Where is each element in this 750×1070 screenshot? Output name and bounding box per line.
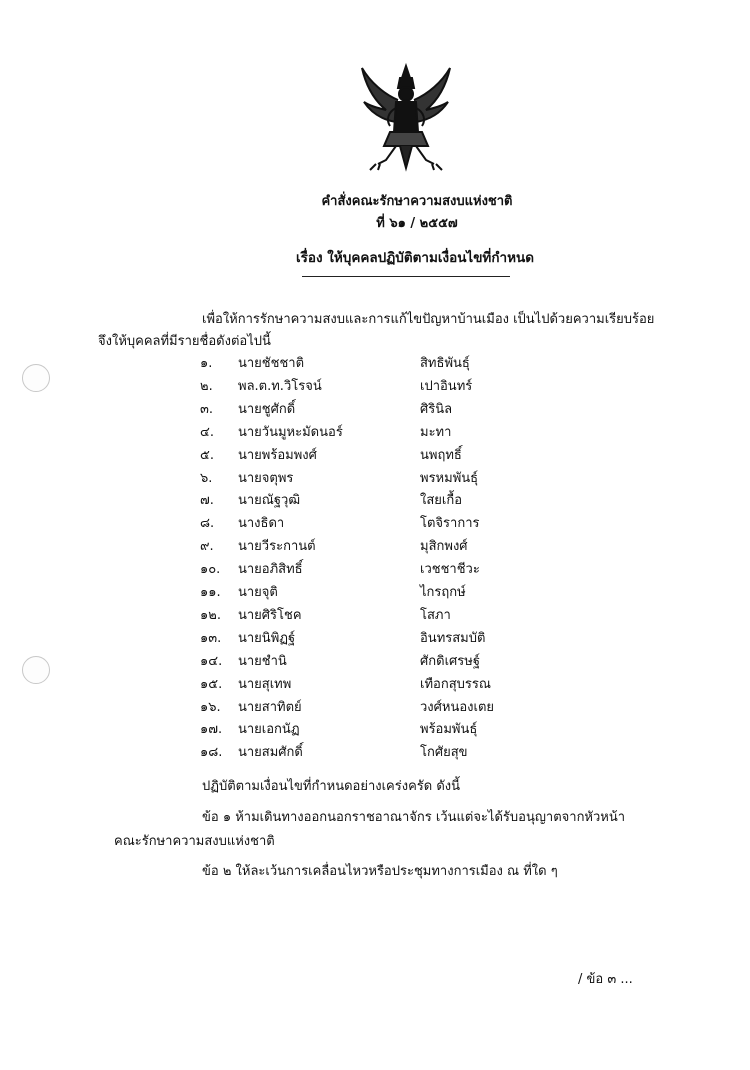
person-last-name: เปาอินทร์: [420, 378, 473, 394]
continuation-marker: / ข้อ ๓ ...: [578, 972, 633, 987]
person-first-name: นายวันมูหะมัดนอร์: [238, 424, 343, 440]
person-last-name: เวชชาชีวะ: [420, 562, 480, 578]
person-row: [0, 696, 750, 718]
person-number: ๑.: [200, 356, 213, 371]
person-row: [0, 535, 750, 557]
person-last-name: นพฤทธิ์: [420, 447, 462, 463]
person-number: ๑๐.: [200, 562, 221, 578]
order-subject: เรื่อง ให้บุคคลปฏิบัติตามเงื่อนไขที่กำหนด: [296, 250, 534, 266]
clause-1-line-1: ข้อ ๑ ห้ามเดินทางออกนอกราชอาณาจักร เว้นแต่จะได้รับอนุญาตจากหัวหน้า: [202, 810, 626, 825]
person-number: ๘.: [200, 516, 215, 532]
person-number: ๔.: [200, 424, 214, 440]
person-number: ๑๗.: [200, 722, 223, 738]
intro-line-1: เพื่อให้การรักษาความสงบและการแก้ไขปัญหาบ้านเมือง เป็นไปด้วยความเรียบร้อย: [202, 312, 655, 327]
person-last-name: ใสยเกื้อ: [420, 493, 463, 509]
person-row: [0, 558, 750, 580]
person-row: [0, 512, 750, 534]
person-first-name: นายจุติ: [238, 585, 278, 600]
person-last-name: อินทรสมบัติ: [420, 630, 486, 646]
person-last-name: ไกรฤกษ์: [420, 585, 466, 600]
person-last-name: มุสิกพงศ์: [420, 539, 468, 555]
person-number: ๑๕.: [200, 676, 223, 692]
person-row: [0, 650, 750, 672]
person-first-name: นายสุเทพ: [238, 676, 292, 692]
person-number: ๑๒.: [200, 607, 221, 623]
person-number: ๑๓.: [200, 630, 222, 646]
person-row: [0, 375, 750, 397]
person-last-name: โตจิราการ: [420, 516, 480, 532]
person-first-name: นายเอกนัฏ: [238, 722, 300, 738]
order-title: คำสั่งคณะรักษาความสงบแห่งชาติ: [321, 194, 513, 209]
person-first-name: นายชูศักดิ์: [238, 401, 296, 417]
person-number: ๙.: [200, 539, 214, 555]
person-last-name: โสภา: [420, 607, 451, 623]
person-first-name: นายสมศักดิ์: [238, 745, 303, 761]
person-number: ๒.: [200, 378, 213, 394]
person-row: [0, 627, 750, 649]
person-last-name: พรหมพันธุ์: [420, 470, 479, 486]
clause-1-line-2: คณะรักษาความสงบแห่งชาติ: [114, 834, 275, 849]
person-last-name: สิทธิพันธุ์: [420, 356, 470, 371]
title-divider: [302, 276, 510, 277]
person-first-name: นายจตุพร: [238, 470, 294, 486]
person-last-name: มะทา: [420, 424, 452, 440]
person-number: ๕.: [200, 447, 214, 463]
person-row: [0, 741, 750, 763]
person-number: ๑๘.: [200, 745, 223, 761]
person-first-name: นายนิพิฏฐ์: [238, 630, 296, 646]
person-number: ๓.: [200, 401, 214, 417]
person-number: ๖.: [200, 470, 213, 486]
person-first-name: นายชัชชาติ: [238, 356, 305, 371]
person-number: ๑๑.: [200, 585, 221, 600]
person-first-name: พล.ต.ท.วิโรจน์: [238, 378, 322, 394]
person-last-name: ศักดิเศรษฐ์: [420, 653, 480, 669]
person-last-name: ศิรินิล: [420, 401, 453, 417]
person-first-name: นายณัฐวุฒิ: [238, 493, 301, 509]
person-first-name: นายพร้อมพงศ์: [238, 447, 317, 463]
person-row: [0, 398, 750, 420]
intro-line-2: จึงให้บุคคลที่มีรายชื่อดังต่อไปนี้: [98, 334, 271, 349]
person-first-name: นายอภิสิทธิ์: [238, 562, 303, 578]
person-first-name: นายชำนิ: [238, 653, 287, 669]
person-last-name: วงศ์หนองเตย: [420, 699, 495, 715]
person-first-name: นางธิดา: [238, 516, 285, 532]
clause-2: ข้อ ๒ ให้ละเว้นการเคลื่อนไหวหรือประชุมทางการเมือง ณ ที่ใด ๆ: [202, 864, 558, 879]
person-last-name: พร้อมพันธุ์: [420, 722, 478, 738]
person-first-name: นายศิริโชค: [238, 607, 302, 623]
person-row: [0, 718, 750, 740]
person-last-name: โกศัยสุข: [420, 745, 468, 761]
person-last-name: เทือกสุบรรณ: [420, 676, 491, 692]
person-row: [0, 581, 750, 603]
person-row: [0, 467, 750, 489]
person-row: [0, 352, 750, 374]
person-row: [0, 421, 750, 443]
person-row: [0, 673, 750, 695]
person-number: ๗.: [200, 493, 214, 509]
order-number: ที่ ๖๑ / ๒๕๕๗: [376, 216, 458, 231]
person-row: [0, 489, 750, 511]
person-row: [0, 444, 750, 466]
comply-statement: ปฏิบัติตามเงื่อนไขที่กำหนดอย่างเคร่งครัด ดังนี้: [202, 779, 461, 794]
garuda-emblem-icon: [356, 60, 456, 172]
person-first-name: นายวีระกานต์: [238, 539, 316, 555]
person-number: ๑๔.: [200, 653, 223, 669]
person-number: ๑๖.: [200, 699, 221, 715]
person-row: [0, 604, 750, 626]
person-first-name: นายสาทิตย์: [238, 699, 302, 715]
